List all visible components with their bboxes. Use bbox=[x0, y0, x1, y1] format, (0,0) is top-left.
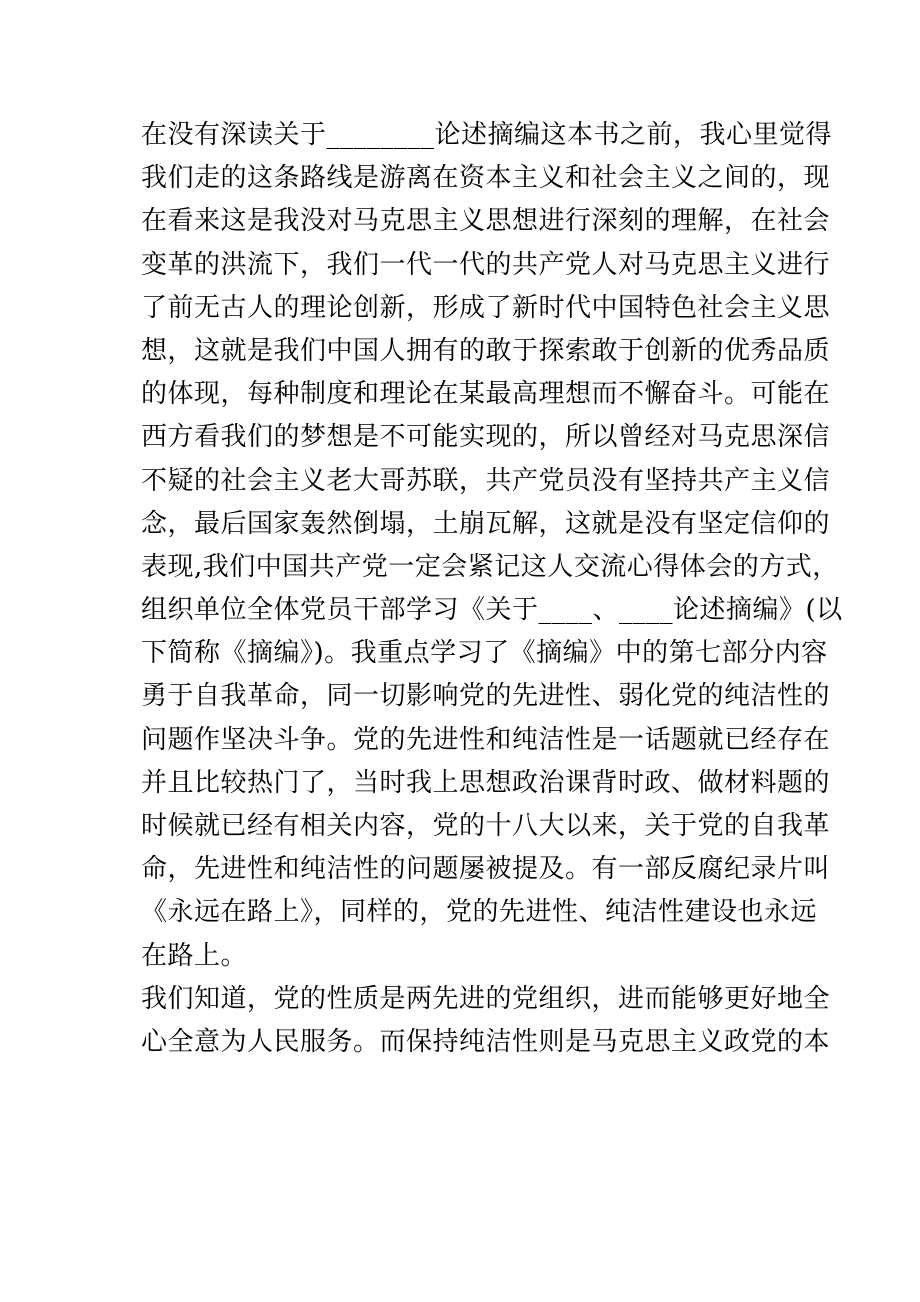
text-line: 想，这就是我们中国人拥有的敢于探索敢于创新的优秀品质 bbox=[141, 335, 831, 366]
text-line: 并且比较热门了，当时我上思想政治课背时政、做材料题的 bbox=[141, 767, 831, 798]
text-line: 念，最后国家轰然倒塌，土崩瓦解，这就是没有坚定信仰的 bbox=[141, 508, 831, 539]
text-line: 变革的洪流下，我们一代一代的共产党人对马克思主义进行 bbox=[141, 249, 831, 280]
text-line: 西方看我们的梦想是不可能实现的，所以曾经对马克思深信 bbox=[141, 422, 831, 453]
text-line: 了前无古人的理论创新，形成了新时代中国特色社会主义思 bbox=[141, 292, 831, 323]
text-line: 问题作坚决斗争。党的先进性和纯洁性是一话题就已经存在 bbox=[141, 724, 831, 755]
text-line: 在路上。 bbox=[141, 940, 248, 971]
text-line: 的体现，每种制度和理论在某最高理想而不懈奋斗。可能在 bbox=[141, 379, 831, 410]
text-line: 《永远在路上》，同样的，党的先进性、纯洁性建设也永远 bbox=[141, 897, 818, 928]
document-body bbox=[141, 114, 843, 1064]
text-line: 我们知道，党的性质是两先进的党组织，进而能够更好地全 bbox=[141, 983, 831, 1014]
text-line: 下简称《摘编》)。我重点学习了《摘编》中的第七部分内容 bbox=[141, 638, 828, 669]
text-line: 我们走的这条路线是游离在资本主义和社会主义之间的，现 bbox=[141, 163, 831, 194]
text-line: 命，先进性和纯洁性的问题屡被提及。有一部反腐纪录片叫 bbox=[141, 854, 831, 885]
text-line: 在看来这是我没对马克思主义思想进行深刻的理解，在社会 bbox=[141, 206, 831, 237]
text-line: 心全意为人民服务。而保持纯洁性则是马克思主义政党的本 bbox=[141, 1026, 831, 1057]
text-line: 勇于自我革命，同一切影响党的先进性、弱化党的纯洁性的 bbox=[141, 681, 831, 712]
text-line: 表现,我们中国共产党一定会紧记这人交流心得体会的方式， bbox=[141, 551, 839, 582]
text-line: 时候就已经有相关内容，党的十八大以来，关于党的自我革 bbox=[141, 811, 831, 841]
text-line: 不疑的社会主义老大哥苏联，共产党员没有坚持共产主义信 bbox=[141, 465, 831, 496]
text-line: 在没有深读关于________论述摘编这本书之前，我心里觉得 bbox=[141, 120, 833, 150]
text-line: 组织单位全体党员干部学习《关于____、____论述摘编》(以 bbox=[141, 595, 843, 626]
